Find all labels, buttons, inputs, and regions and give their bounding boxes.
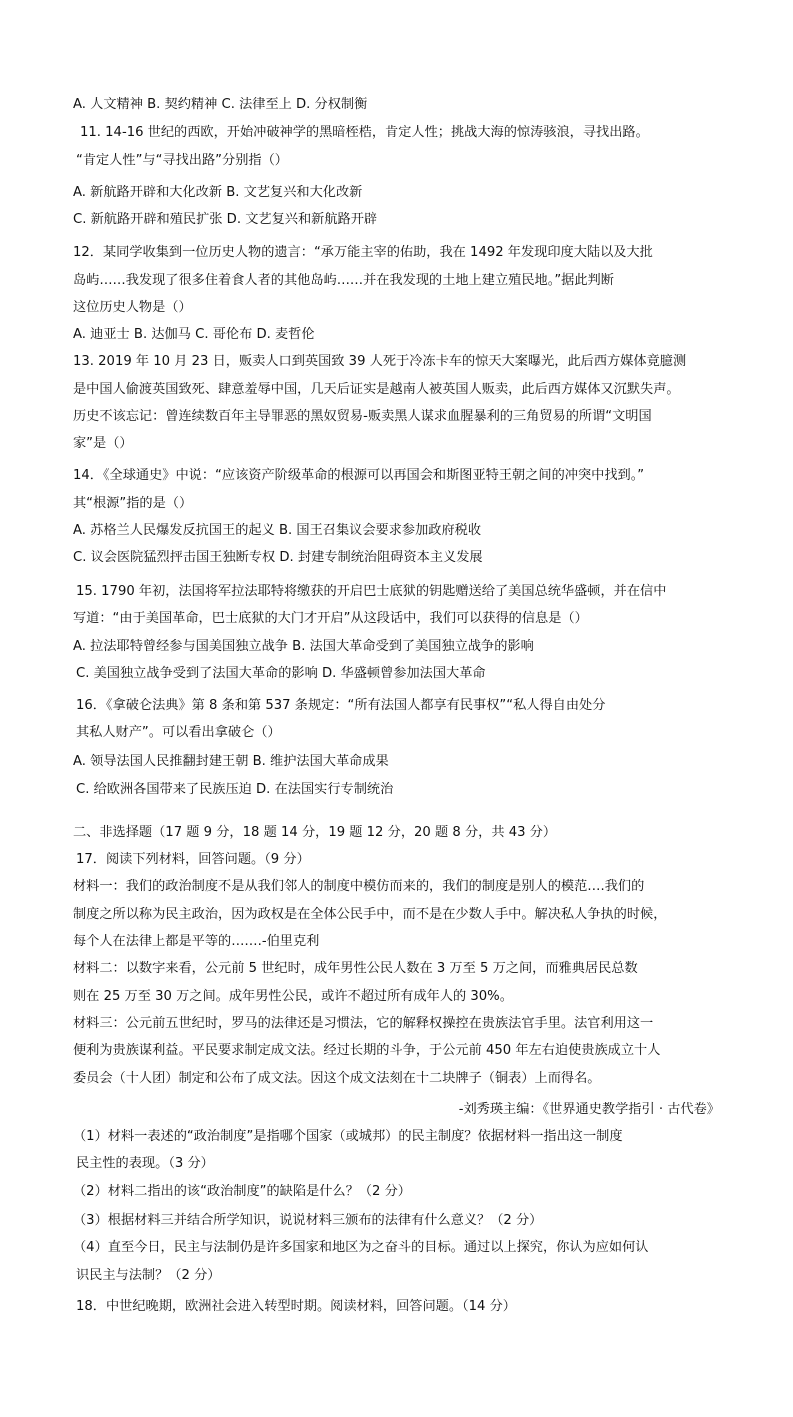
material-source: -刘秀瑛主编：《世界通史教学指引 · 古代卷》 <box>458 1102 720 1117</box>
q12-stem-2: 岛屿……我发现了很多住着食人者的其他岛屿……并在我发现的土地上建立殖民地。”据此判断 <box>73 273 614 288</box>
q15-stem-2: 写道：“由于美国革命，巴士底狱的大门才开启”从这段话中，我们可以获得的信息是（） <box>73 611 588 626</box>
q17-part4-2: 识民主与法制？（2 分） <box>76 1268 221 1283</box>
q17-part1: （1）材料一表述的“政治制度”是指哪个国家（或城邦）的民主制度？依据材料一指出这一制度 <box>73 1129 623 1144</box>
q10-options: A. 人文精神 B. 契约精神 C. 法律至上 D. 分权制衡 <box>73 97 368 112</box>
material-two-2: 则在 25 万至 30 万之间。成年男性公民，或许不超过所有成年人的 30%。 <box>73 989 513 1004</box>
section-two-heading: 二、非选择题（17 题 9 分，18 题 14 分，19 题 12 分，20 题 8 分，共 43 分） <box>73 825 557 840</box>
q13-stem-2: 是中国人偷渡英国致死、肆意羞辱中国，几天后证实是越南人被英国人贩卖，此后西方媒体又沉默失声。 <box>73 382 680 397</box>
q12-options: A. 迪亚士 B. 达伽马 C. 哥伦布 D. 麦哲伦 <box>73 327 315 342</box>
q12-stem-3: 这位历史人物是（） <box>73 300 192 315</box>
material-one-2: 制度之所以称为民主政治，因为政权是在全体公民手中，而不是在少数人手中。解决私人争执的时候， <box>73 907 667 922</box>
q13-stem: 13. 2019 年 10 月 23 日，贩卖人口到英国致 39 人死于冷冻卡车的惊天大案曝光，此后西方媒体竟臆测 <box>73 354 687 369</box>
q11-options-cd: C. 新航路开辟和殖民扩张 D. 文艺复兴和新航路开辟 <box>73 212 378 227</box>
q17-part2: （2）材料二指出的该“政治制度”的缺陷是什么？（2 分） <box>73 1184 411 1199</box>
q15-stem: 15. 1790 年初，法国将军拉法耶特将缴获的开启巴士底狱的钥匙赠送给了美国总统华盛顿，并在信中 <box>76 584 667 599</box>
q17-part4: （4）直至今日，民主与法制仍是许多国家和地区为之奋斗的目标。通过以上探究，你认为应如何认 <box>73 1240 649 1255</box>
q16-options-cd: C. 给欧洲各国带来了民族压迫 D. 在法国实行专制统治 <box>76 782 394 797</box>
material-three-3: 委员会（十人团）制定和公布了成文法。因这个成文法刻在十二块牌子（铜表）上而得名。 <box>73 1071 601 1086</box>
q18-heading: 18．中世纪晚期，欧洲社会进入转型时期。阅读材料，回答问题。（14 分） <box>76 1299 516 1314</box>
material-three-2: 便利为贵族谋利益。平民要求制定成文法。经过长期的斗争，于公元前 450 年左右迫使贵族成立十人 <box>73 1043 661 1058</box>
q11-options-ab: A. 新航路开辟和大化改新 B. 文艺复兴和大化改新 <box>73 185 363 200</box>
material-two: 材料二：以数字来看，公元前 5 世纪时，成年男性公民人数在 3 万至 5 万之间，而雅典居民总数 <box>73 961 638 976</box>
q13-stem-4: 家”是（） <box>73 436 133 451</box>
q14-stem-2: 其“根源”指的是（） <box>73 496 193 511</box>
q17-part1-2: 民主性的表现。（3 分） <box>76 1156 214 1171</box>
q17-part3: （3）根据材料三并结合所学知识，说说材料三颁布的法律有什么意义？（2 分） <box>73 1213 543 1228</box>
material-one: 材料一：我们的政治制度不是从我们邻人的制度中模仿而来的，我们的制度是别人的模范….我们的 <box>73 879 645 894</box>
q16-options-ab: A. 领导法国人民推翻封建王朝 B. 维护法国大革命成果 <box>73 754 389 769</box>
q12-stem: 12．某同学收集到一位历史人物的遗言：“承万能主宰的佑助，我在 1492 年发现印度大陆以及大批 <box>73 245 653 260</box>
q17-heading: 17．阅读下列材料，回答问题。（9 分） <box>76 852 310 867</box>
q15-options-ab: A. 拉法耶特曾经参与国美国独立战争 B. 法国大革命受到了美国独立战争的影响 <box>73 639 534 654</box>
q11-stem-2: “肯定人性”与“寻找出路”分别指（） <box>76 153 288 168</box>
material-three: 材料三：公元前五世纪时，罗马的法律还是习惯法，它的解释权操控在贵族法官手里。法官利用这一 <box>73 1016 654 1031</box>
q13-stem-3: 历史不该忘记：曾连续数百年主导罪恶的黑奴贸易-贩卖黑人谋求血腥暴利的三角贸易的所谓“文明国 <box>73 409 652 424</box>
q14-options-cd: C. 议会医院猛烈抨击国王独断专权 D. 封建专制统治阻碍资本主义发展 <box>73 550 483 565</box>
q11-stem: 11. 14-16 世纪的西欧，开始冲破神学的黑暗桎梏，肯定人性；挑战大海的惊涛骇浪，寻找出路。 <box>80 125 649 140</box>
material-one-3: 每个人在法律上都是平等的…….-伯里克利 <box>73 934 320 949</box>
q14-stem: 14．《全球通史》中说：“应该资产阶级革命的根源可以再国会和斯图亚特王朝之间的冲突中找到。” <box>73 468 645 483</box>
q16-stem-2: 其私人财产”。可以看出拿破仑（） <box>76 725 281 740</box>
q16-stem: 16．《拿破仑法典》第 8 条和第 537 条规定：“所有法国人都享有民事权”“私人得自由处分 <box>76 698 606 713</box>
q14-options-ab: A. 苏格兰人民爆发反抗国王的起义 B. 国王召集议会要求参加政府税收 <box>73 523 482 538</box>
q15-options-cd: C. 美国独立战争受到了法国大革命的影响 D. 华盛顿曾参加法国大革命 <box>76 666 486 681</box>
